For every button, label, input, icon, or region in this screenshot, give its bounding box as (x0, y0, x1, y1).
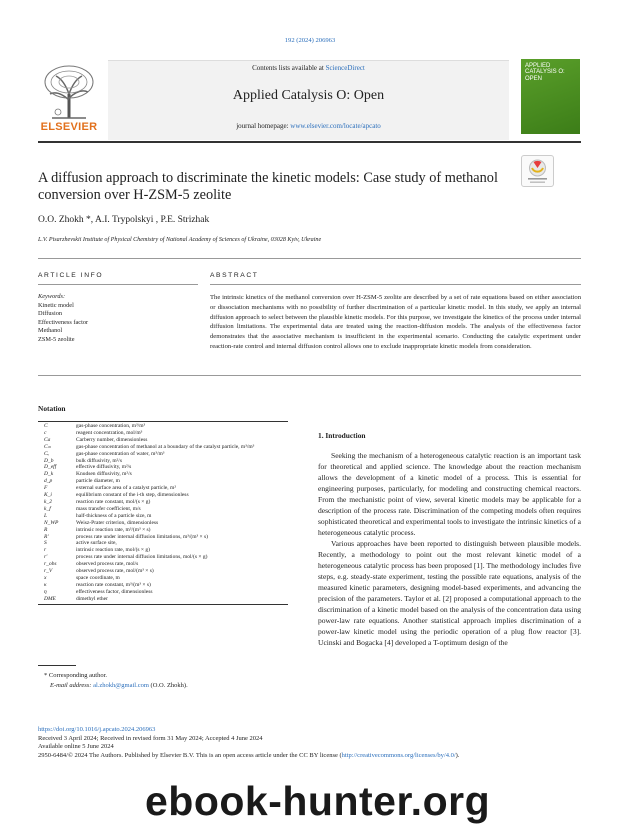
notation-symbol: D_eff (44, 464, 57, 471)
notation-row (38, 492, 288, 499)
notation-description: Carberry number, dimensionless (76, 436, 148, 443)
notation-description: space coordinate, m (76, 574, 120, 581)
elsevier-wordmark: ELSEVIER (40, 121, 98, 133)
license-suffix: ). (455, 751, 460, 759)
corresponding-author-note: * Corresponding author. (44, 672, 108, 679)
abstract-bottom-rule (38, 375, 581, 376)
notation-description: particle diameter, m (76, 478, 120, 485)
notation-symbol: κ (44, 581, 47, 588)
notation-title: Notation (38, 404, 66, 413)
keyword-item: Effectiveness factor (38, 318, 89, 326)
keyword-item: Methanol (38, 327, 63, 335)
journal-homepage-line (108, 122, 509, 130)
notation-symbol: R' (44, 533, 49, 540)
notation-symbol: D_k (44, 471, 54, 478)
notation-description: gas-phase concentration, m³/m³ (76, 423, 146, 429)
publication-info (38, 726, 598, 760)
notation-description: dimethyl ether (76, 595, 108, 602)
notation-description: gas-phase concentration of methanol at a boundary of the catalyst particle, m³/m³ (76, 443, 255, 450)
notation-symbol: DME (44, 595, 56, 602)
notation-row (38, 575, 288, 582)
notation-description: observed process rate, mol/(m³ × s) (76, 568, 154, 575)
keyword-item: Diffusion (38, 310, 63, 318)
header-rule (38, 141, 581, 143)
notation-symbol: η (44, 588, 47, 595)
notation-symbol: S (44, 540, 47, 547)
notation-symbol: K_i (44, 492, 52, 499)
paragraph: Seeking the mechanism of a heterogeneous catalytic reaction is an important task for theoretical and applied science. The knowledge about the reaction mechanism allows the development of a kinetic model of a process. This is essential for engineering purposes, particularly, for modeling and constructing chemical reactors. From the mechanistic point of view, several kinetic models may be applicable for a description of the process rate. Discrimination of the competing models often requires sophisticated theoretical and experimental tools to investigate the intrinsic kinetics of a heterogeneous catalytic process. (318, 451, 581, 537)
notation-description: reaction rate constant, mol/(s × g) (76, 498, 151, 505)
abstract-rule (210, 284, 581, 285)
notation-row (38, 451, 288, 458)
notation-description: effectiveness factor, dimensionless (76, 588, 153, 595)
notation-row (38, 423, 288, 430)
notation-row (38, 589, 288, 596)
notation-row (38, 499, 288, 506)
footnote-rule (38, 665, 76, 666)
notation-symbol: c (44, 429, 47, 436)
notation-row (38, 596, 288, 603)
contents-prefix: Contents lists available at (252, 64, 326, 72)
notation-symbol: C (44, 423, 48, 429)
notation-symbol: r_V (44, 568, 53, 575)
notation-description: external surface area of a catalyst particle, m² (76, 485, 176, 492)
notation-table (38, 421, 288, 605)
notation-symbol: r (44, 547, 47, 554)
notation-symbol: N_WP (44, 519, 59, 526)
keyword-item: ZSM-5 zeolite (38, 335, 75, 343)
contents-line (108, 64, 509, 72)
notation-row (38, 520, 288, 527)
journal-cover-text: APPLIED CATALYSIS O: OPEN (525, 63, 565, 82)
notation-description: intrinsic reaction rate, m³/(m³ × s) (76, 526, 151, 533)
notation-symbol: r' (44, 554, 48, 561)
notation-description: half-thickness of a particle size, m (76, 512, 152, 519)
received-dates: Received 3 April 2024; Received in revised form 31 May 2024; Accepted 4 June 2024 (38, 734, 263, 742)
notation-symbol: d_p (44, 478, 53, 485)
notation-description: reagent concentration, mol/m³ (76, 429, 143, 436)
notation-symbol: L (44, 512, 48, 519)
email-label: E-mail address: (50, 681, 94, 689)
notation-description: observed process rate, mol/s (76, 561, 139, 568)
available-online: Available online 5 June 2024 (38, 743, 114, 751)
author-list[interactable]: O.O. Zhokh *, A.I. Trypolskyi , P.E. Strizhak (38, 215, 210, 225)
notation-symbol: F (44, 485, 48, 492)
notation-description: intrinsic reaction rate, mol/(s × g) (76, 547, 150, 554)
notation-description: Knudsen diffusivity, m²/s (76, 471, 132, 478)
watermark-text: ebook-hunter.org (145, 778, 491, 824)
notation-row (38, 513, 288, 520)
notation-symbol: Ca (44, 436, 51, 443)
notation-description: mass transfer coefficient, m/s (76, 505, 141, 512)
notation-row (38, 430, 288, 437)
article-info-heading: ARTICLE INFO (38, 272, 104, 279)
notation-row (38, 582, 288, 589)
sciencedirect-link[interactable]: ScienceDirect (325, 64, 365, 72)
notation-row (38, 506, 288, 513)
notation-description: gas-phase concentration of water, m³/m³ (76, 450, 165, 457)
license-link[interactable]: http://creativecommons.org/licenses/by/4.0/ (341, 751, 456, 759)
keyword-item: Kinetic model (38, 301, 74, 309)
journal-title: Applied Catalysis O: Open (232, 88, 385, 103)
license-text: 2950-6484/© 2024 The Authors. Published by Elsevier B.V. This is an open access article under the CC BY license ( (38, 751, 342, 759)
notation-description: effective diffusivity, m²/s (76, 464, 132, 471)
notation-symbol: r_obs (44, 561, 57, 568)
article-title: A diffusion approach to discriminate the kinetic models: Case study of methanol conversion over H-ZSM-5 zeolite (38, 170, 498, 203)
notation-description: equilibrium constant of the i-th step, dimensionless (76, 492, 189, 499)
article-info-rule (38, 284, 198, 285)
check-for-updates-icon[interactable] (521, 155, 554, 187)
notation-row (38, 437, 288, 444)
homepage-prefix: journal homepage: (236, 122, 291, 130)
paragraph: Various approaches have been reported to distinguish between plausible models. Recently, a methodology to point out the most relevant kinetic model of a heterogeneous catalytic process has been proposed [1]. The methodology includes five steps, e.g. steady-state experiment, testing the possible rate equations, analysis of the measured kinetic parameters, designing model-based experiments, and advancing the precision of the parameters. Taylor et al. [2] proposed a computational approach to the discrimination of a kinetic model based on the analysis of the concentration data using power-law rate equations. Another statistical approach implies discrimination of a power-law kinetic model using the periodic operation of a plug flow reactor [3]. Ucinski and Bogacka [4] developed a T-optimum design of the (318, 539, 581, 647)
footnote (38, 671, 188, 690)
notation-row (38, 554, 288, 561)
notation-description: active surface site, (76, 540, 117, 547)
notation-symbol: x (44, 574, 47, 581)
keywords-label: Keywords: (38, 293, 66, 300)
notation-row (38, 444, 288, 451)
notation-symbol: Cᵥ (44, 450, 50, 457)
journal-reference-link[interactable]: 192 (2024) 206963 (284, 37, 336, 44)
keywords-block (38, 293, 88, 345)
email-suffix: (O.O. Zhokh). (148, 681, 188, 689)
notation-description: reaction rate constant, m³/(m³ × s) (76, 581, 151, 588)
notation-symbol: R (44, 526, 48, 533)
notation-row (38, 527, 288, 534)
notation-symbol: k_f (44, 505, 51, 512)
affiliation-rule (38, 258, 581, 259)
introduction-body (318, 450, 581, 648)
doi-link[interactable]: https://doi.org/10.1016/j.apcato.2024.206963 (38, 726, 156, 733)
notation-symbol: k_2 (44, 498, 52, 505)
notation-row (38, 561, 288, 568)
journal-homepage-link[interactable]: www.elsevier.com/locate/apcato (290, 122, 381, 130)
section-heading: 1. Introduction (318, 431, 366, 440)
notation-symbol: Cₘ (44, 443, 52, 450)
notation-description: bulk diffusivity, m²/s (76, 457, 122, 464)
abstract-text: The intrinsic kinetics of the methanol conversion over H-ZSM-5 zeolite are described by a set of rate equations based on either association or dissociation mechanisms with no possibility of further discrimination of a particular kinetic model. In this study, we apply an internal diffusion approach to select between the plausible kinetic models. For this purpose, we investigate the kinetics of the process under internal diffusion limitations. The experimental data are treated using the reaction-diffusion models. The analysis of the effectiveness factor demonstrates that the associative mechanism is insufficient in the experimental scenario. Conducting the catalytic experiment under reaction-rate control and internal diffusion control allows one to exclude inappropriate kinetic models from consideration. (210, 294, 581, 350)
email-link[interactable]: al.zhokh@gmail.com (93, 681, 149, 689)
notation-row (38, 568, 288, 575)
notation-row (38, 471, 288, 478)
notation-description: process rate under internal diffusion limitations, m³/(m³ × s) (76, 533, 209, 540)
notation-description: Weisz-Prater criterion, dimensionless (76, 519, 159, 526)
notation-description: process rate under internal diffusion limitations, mol/(s × g) (76, 554, 208, 561)
author-affiliation: L.V. Pisarzhevskii Institute of Physical Chemistry of National Academy of Sciences of Ukraine, 03028 Kyiv, Ukraine (38, 237, 322, 243)
notation-symbol: D_b (44, 457, 54, 464)
abstract-heading: ABSTRACT (210, 272, 259, 279)
